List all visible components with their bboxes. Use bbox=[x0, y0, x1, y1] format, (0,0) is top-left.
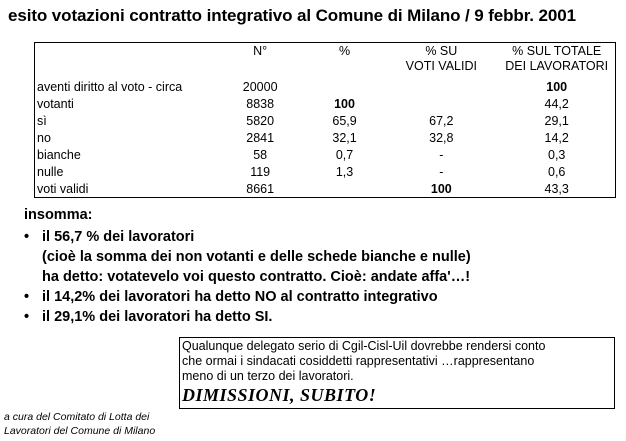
table-row bbox=[35, 129, 616, 146]
summary-subline bbox=[24, 267, 471, 287]
row-label: sì bbox=[37, 113, 47, 128]
table-row bbox=[35, 163, 616, 180]
summary-point bbox=[24, 227, 471, 247]
cell-percent: 0,7 bbox=[335, 147, 354, 162]
cell-percent-valid: - bbox=[439, 147, 444, 162]
cell-percent-valid: - bbox=[439, 164, 444, 179]
cell-percent: 100 bbox=[334, 96, 355, 111]
cell-percent-valid bbox=[384, 95, 498, 112]
summary-point bbox=[24, 287, 471, 307]
cell-percent: 1,3 bbox=[335, 164, 354, 179]
cell-percent-valid: 32,8 bbox=[429, 130, 454, 145]
bullet-icon: • bbox=[24, 289, 30, 305]
cell-percent-total: 0,3 bbox=[548, 147, 566, 162]
callout-line: meno di un terzo dei lavoratori. bbox=[182, 369, 354, 383]
summary-point-text: il 56,7 % dei lavoratori bbox=[42, 229, 195, 245]
summary-point-text: il 29,1% dei lavoratori ha detto SI. bbox=[42, 309, 273, 325]
header-count: N° bbox=[253, 44, 268, 58]
table-row bbox=[35, 78, 616, 95]
header-percent-valid: % SU VOTI VALIDI bbox=[405, 44, 477, 73]
cell-count: 20000 bbox=[242, 79, 278, 94]
cell-count: 2841 bbox=[246, 130, 275, 145]
cell-percent-valid: 100 bbox=[430, 181, 452, 196]
cell-percent-total: 14,2 bbox=[544, 130, 569, 145]
row-label: no bbox=[37, 130, 51, 145]
cell-count: 119 bbox=[250, 164, 271, 179]
callout-line: che ormai i sindacati cosiddetti rappresentativi …rappresentano bbox=[182, 354, 535, 368]
summary-subline-text: (cioè la somma dei non votanti e delle schede bianche e nulle) bbox=[42, 249, 471, 265]
cell-percent-total: 43,3 bbox=[544, 181, 569, 196]
row-label: votanti bbox=[37, 96, 74, 111]
header-percent: % bbox=[338, 44, 351, 58]
cell-percent-valid: 67,2 bbox=[429, 113, 454, 128]
cell-count: 8661 bbox=[246, 181, 275, 196]
header-label bbox=[35, 43, 216, 79]
credit-note bbox=[4, 410, 155, 438]
cell-percent-total: 44,2 bbox=[544, 96, 569, 111]
cell-percent bbox=[305, 78, 384, 95]
cell-percent: 32,1 bbox=[332, 130, 357, 145]
page-title: esito votazioni contratto integrativo al Comune di Milano / 9 febbr. 2001 bbox=[8, 6, 576, 25]
cell-count: 8838 bbox=[246, 96, 275, 111]
row-label: bianche bbox=[37, 147, 81, 162]
summary-list bbox=[24, 227, 471, 327]
callout-slogan: DIMISSIONI, SUBITO! bbox=[182, 385, 377, 405]
table-header-row bbox=[35, 43, 616, 79]
table-row bbox=[35, 112, 616, 129]
table-row bbox=[35, 146, 616, 163]
summary-point bbox=[24, 307, 471, 327]
summary-heading: insomma: bbox=[24, 207, 93, 223]
summary-point-text: il 14,2% dei lavoratori ha detto NO al contratto integrativo bbox=[42, 289, 438, 305]
header-percent-total: % SUL TOTALE DEI LAVORATORI bbox=[505, 44, 609, 73]
cell-percent-valid bbox=[384, 78, 498, 95]
credit-line: a cura del Comitato di Lotta dei bbox=[4, 411, 150, 423]
row-label: nulle bbox=[37, 164, 64, 179]
cell-count: 5820 bbox=[246, 113, 275, 128]
cell-percent-total: 29,1 bbox=[544, 113, 569, 128]
row-label: aventi diritto al voto - circa bbox=[37, 79, 183, 94]
table-row bbox=[35, 180, 616, 198]
cell-percent: 65,9 bbox=[332, 113, 357, 128]
results-table bbox=[34, 42, 616, 198]
credit-line: Lavoratori del Comune di Milano bbox=[4, 425, 156, 437]
table-row bbox=[35, 95, 616, 112]
callout-line: Qualunque delegato serio di Cgil-Cisl-Uil dovrebbe rendersi conto bbox=[182, 339, 546, 353]
cell-percent-total: 100 bbox=[546, 79, 568, 94]
bullet-icon: • bbox=[24, 229, 30, 245]
summary-subline-text: ha detto: votatevelo voi questo contratto. Cioè: andate affa'…! bbox=[42, 269, 471, 285]
bullet-icon: • bbox=[24, 309, 30, 325]
cell-percent-total: 0,6 bbox=[548, 164, 566, 179]
summary-subline bbox=[24, 247, 471, 267]
callout-box bbox=[179, 337, 615, 409]
cell-percent bbox=[305, 180, 384, 198]
row-label: voti validi bbox=[37, 181, 89, 196]
cell-count: 58 bbox=[253, 147, 268, 162]
